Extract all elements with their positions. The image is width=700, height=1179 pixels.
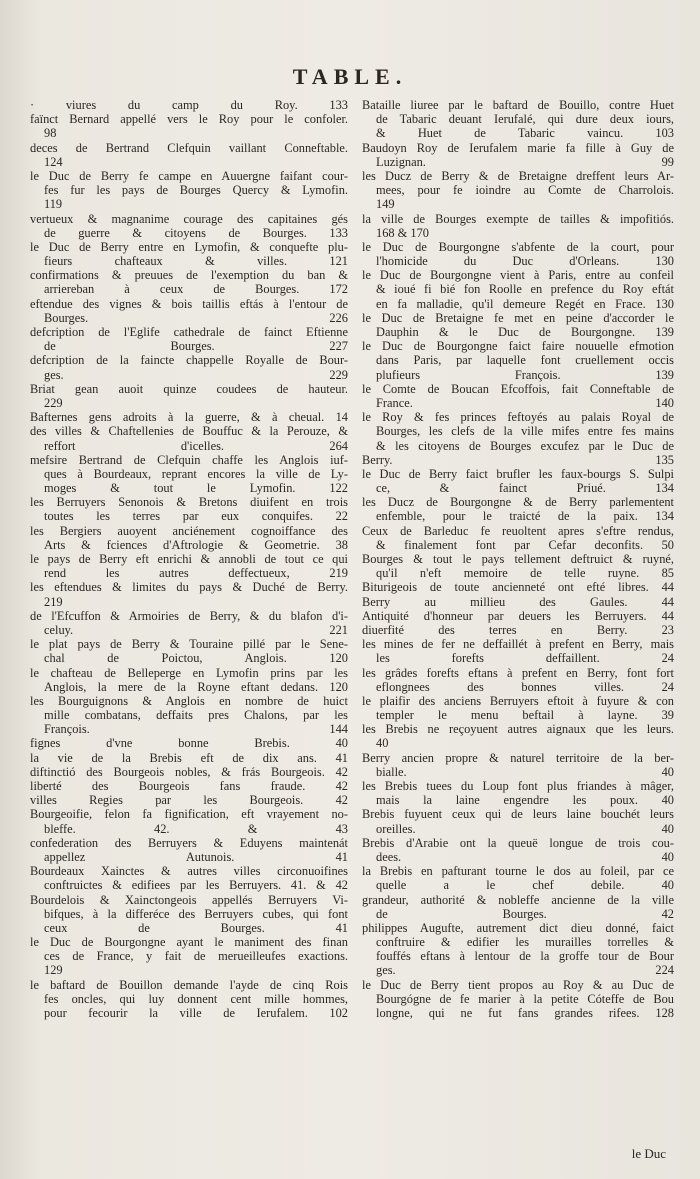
index-line: les Bourguignons & Anglois en nombre de huict xyxy=(30,693,348,708)
index-line: 119 xyxy=(44,197,63,212)
index-line: le Duc de Berry fe campe en Auuergne faifant cour- xyxy=(30,168,348,183)
index-line: de Tabaric deuant Ierufalé, qui dure deux iours, xyxy=(376,112,674,127)
index-line: 149 xyxy=(376,197,395,212)
index-line: Bourgógne de fe marier à la petite Cóteffe de Bou xyxy=(376,991,674,1006)
index-line: la vie de la Brebis eft de dix ans. 41 xyxy=(30,750,348,765)
index-line: le Duc de Bourgongne faict faire nouuelle efmotion xyxy=(362,339,674,354)
index-line: France. 140 xyxy=(376,395,674,410)
index-line: le chafteau de Belleperge en Lymofin prins par les xyxy=(30,665,348,680)
index-line: & finalement font par Cefar deconfits. 50 xyxy=(376,537,674,552)
index-line: 129 xyxy=(44,963,63,978)
index-line: pour fecourir la ville de Ierufalem. 102 xyxy=(44,1006,348,1020)
index-line: enfemble, pour le traicté de la paix. 134 xyxy=(376,509,674,524)
index-line: fignes d'vne bonne Brebis. 40 xyxy=(30,736,348,751)
index-line: Brebis fuyuent ceux qui de leurs laine bouchét leurs xyxy=(362,807,674,822)
index-line: conftruire & edifier les murailles torrelles & xyxy=(376,935,674,950)
index-line: deces de Bertrand Clefquin vaillant Conneftable. xyxy=(30,140,348,155)
index-line: les Bergiers auoyent anciénement cognoiffance des xyxy=(30,523,348,538)
index-line: & les citoyens de Bourges excufez par le Duc de xyxy=(376,438,674,453)
index-line: de Bourges. 227 xyxy=(44,339,348,354)
index-line: les eftendues & limites du pays & Duché de Berry. xyxy=(30,580,348,595)
index-line: templer le menu beftail à layne. 39 xyxy=(376,708,674,723)
index-line: philippes Augufte, autrement dict dieu donné, faict xyxy=(362,920,674,935)
index-line: fes fur les pays de Bourges Quercy & Lymofin. xyxy=(44,183,348,198)
index-line: les Ducz de Bourgongne & de Berry parlementent xyxy=(362,495,674,510)
index-line: mees, pour fe ioindre au Comte de Charrolois. xyxy=(376,183,674,198)
index-line: le pays de Berry eft enrichi & annobli de tout ce qui xyxy=(30,552,348,566)
index-line: chal de Poictou, Anglois. 120 xyxy=(44,651,348,666)
index-line: Berry. 135 xyxy=(362,452,674,467)
index-line: Biturigeois de toute ancienneté ont efté libres. 44 xyxy=(362,580,674,595)
index-line: celuy. 221 xyxy=(44,622,348,637)
index-line: les mines de fer ne deffaillét à prefent en Berry, mais xyxy=(362,637,674,652)
index-line: ges. 229 xyxy=(44,367,348,382)
index-line: qu'il n'eft memoire de telle ruyne. 85 xyxy=(376,566,674,581)
index-line: arriereban à ceux de Bourges. 172 xyxy=(44,282,348,297)
index-line: Luzignan. 99 xyxy=(376,154,674,169)
index-line: Antiquité d'honneur par deuers les Berruyers. 44 xyxy=(362,608,674,623)
index-line: eflongnees des bonnes villes. 24 xyxy=(376,679,674,694)
index-line: mille combatans, deffaits pres Chalons, par les xyxy=(44,708,348,723)
index-line: fieurs chafteaux & villes. 121 xyxy=(44,254,348,269)
right-column xyxy=(362,98,674,1020)
index-line: rend les autres deffectueux, 219 xyxy=(44,566,348,581)
index-line: de l'Efcuffon & Armoiries de Berry, & du blafon d'i- xyxy=(30,608,348,623)
index-line: reffort d'icelles. 264 xyxy=(44,438,348,453)
index-line: en fa malladie, qu'il demeure Regét en Frace. 130 xyxy=(376,296,674,311)
index-line: de Bourges. 42 xyxy=(376,906,674,921)
index-line: plufieurs François. 139 xyxy=(376,367,674,382)
index-line: le plaifir des anciens Berruyers eftoit à fuyure & con xyxy=(362,693,674,708)
index-line: & ioué fi bié fon Roolle en prefence du Roy eftát xyxy=(376,282,674,297)
index-line: le Duc de Bourgongne ayant le maniment des finan xyxy=(30,935,348,950)
index-line: oreilles. 40 xyxy=(376,821,674,836)
index-line: ceux de Bourges. 41 xyxy=(44,920,348,935)
index-line: des villes & Chaftellenies de Bouffuc & la Perouze, & xyxy=(30,424,348,439)
index-line: Bataille liuree par le baftard de Bouillo, contre Huet xyxy=(362,98,674,112)
index-line: confirmations & preuues de l'exemption du ban & xyxy=(30,268,348,283)
index-line: 229 xyxy=(44,395,63,410)
index-line: Bourges, les clefs de la ville mifes entre fes mains xyxy=(376,424,674,439)
index-line: de guerre & citoyens de Bourges. 133 xyxy=(44,225,348,240)
index-line: le Comte de Boucan Efcoffois, fait Conneftable de xyxy=(362,381,674,396)
index-line: le Duc de Bourgongne s'abfente de la court, pour xyxy=(362,239,674,254)
index-line: villes Regies par les Bourgeois. 42 xyxy=(30,793,348,808)
index-line: Bourdelois & Xainctongeois appellés Berruyers Vi- xyxy=(30,892,348,907)
page-title: TABLE. xyxy=(292,64,408,89)
index-line: le Duc de Berry faict brufler les faux-bourgs S. Sulpi xyxy=(362,466,674,481)
index-line: Baudoyn Roy de Ierufalem marie fa fille à Guy de xyxy=(362,140,674,155)
index-line: Ceux de Barleduc fe reuoltent apres s'eftre rendus, xyxy=(362,523,674,538)
index-line: Dauphin & le Duc de Bourgongne. 139 xyxy=(376,325,674,339)
index-line: liberté des Bourgeois fans fraude. 42 xyxy=(30,779,348,793)
index-line: toutes les terres par eux conquifes. 22 xyxy=(44,509,348,524)
index-line: Bourgeoifie, felon fa fignification, eft vrayement no- xyxy=(30,807,348,822)
index-line: · viures du camp du Roy. 133 xyxy=(30,98,348,112)
index-line: les Berruyers Senonois & Bretons diuifent en trois xyxy=(30,495,348,510)
index-line: moges & tout le Lymofin. 122 xyxy=(44,481,348,496)
index-line: ges. 224 xyxy=(376,963,674,978)
index-line: 219 xyxy=(44,594,63,609)
index-line: la Brebis en pafturant tourne le dos au foleil, par ce xyxy=(362,864,674,879)
index-line: Anglois, la mere de la Royne eftant dedans. 120 xyxy=(44,679,348,694)
index-line: bialle. 40 xyxy=(376,764,674,779)
index-line: les grâdes forefts eftans à prefent en Berry, font fort xyxy=(362,665,674,680)
index-line: ces de France, y fait de merueilleufes exactions. xyxy=(44,949,348,964)
index-line: les Ducz de Berry & de Bretaigne dreffent leurs Ar- xyxy=(362,168,674,183)
index-line: Bourdeaux Xainctes & autres villes circonuoifines xyxy=(30,864,348,879)
index-line: & Huet de Tabaric vaincu. 103 xyxy=(376,126,674,141)
index-line: Berry au millieu des Gaules. 44 xyxy=(362,594,674,609)
index-line: Bourges. 226 xyxy=(44,310,348,325)
index-line: François. 144 xyxy=(44,722,348,737)
index-line: diftinctió des Bourgeois nobles, & frás Bourgeois. 42 xyxy=(30,764,348,779)
index-line: Arts & fciences d'Aftrologie & Geometrie. 38 xyxy=(44,537,348,552)
index-line: Berry ancien propre & naturel territoire de la ber- xyxy=(362,750,674,765)
index-line: quelle a le chef debile. 40 xyxy=(376,878,674,893)
index-line: fes oncles, qui luy donnent cent mille hommes, xyxy=(44,991,348,1006)
index-line: 40 xyxy=(376,736,389,751)
index-line: le Duc de Berry entre en Lymofin, & conquefte plu- xyxy=(30,239,348,254)
index-line: le plat pays de Berry & Touraine pillé par le Sene- xyxy=(30,637,348,652)
index-line: conftruictes & edifiees par les Berruyers. 41. & 42 xyxy=(44,878,348,893)
index-line: Brebis d'Arabie ont la queuë longue de trois cou- xyxy=(362,835,674,850)
index-line: defcription de l'Eglife cathedrale de fainct Eftienne xyxy=(30,325,348,339)
index-line: le Duc de Berry tient propos au Roy & au Duc de xyxy=(362,977,674,992)
index-line: eftendue des vignes & bois taillis eftás à l'entour de xyxy=(30,296,348,311)
index-line: vertueux & magnanime courage des capitaines gés xyxy=(30,211,348,226)
index-line: Briat gean auoit quinze coudees de hauteur. xyxy=(30,381,348,396)
left-column xyxy=(30,98,348,1020)
index-line: dees. 40 xyxy=(376,849,674,864)
index-line: defcription de la faincte chappelle Royalle de Bour- xyxy=(30,353,348,368)
index-line: les forefts deffaillent. 24 xyxy=(376,651,674,666)
index-line: mais la laine engendre les poux. 40 xyxy=(376,793,674,808)
index-line: grandeur, authorité & nobleffe ancienne de la ville xyxy=(362,892,674,907)
index-line: bifques, à la differéce des Berruyers cubes, qui font xyxy=(44,906,348,921)
index-line: dans Paris, par laquelle font cruellement occis xyxy=(376,353,674,368)
catchword: le Duc xyxy=(631,1146,666,1161)
index-line: les Brebis ne reçoyuent autres aignaux que les leurs. xyxy=(362,722,674,737)
index-line: confederation des Berruyers & Eduyens maintenát xyxy=(30,835,348,850)
index-line: faïnct Bernard appellé vers le Roy pour le confoler. xyxy=(30,112,348,127)
index-line: mefsire Bertrand de Clefquin chaffe les Anglois iuf- xyxy=(30,452,348,467)
index-line: bleffe. 42. & 43 xyxy=(44,821,348,836)
index-line: Bafternes gens adroits à la guerre, & à cheual. 14 xyxy=(30,410,348,425)
index-line: le Duc de Bretaigne fe met en peine d'accorder le xyxy=(362,310,674,325)
index-line: 168 & 170 xyxy=(376,225,430,240)
index-line: fouffés eftans à lentour de la groffe tour de Bour xyxy=(376,949,674,964)
index-line: ce, & fainct Priué. 134 xyxy=(376,481,674,496)
index-line: ques à Bourdeaux, reprant encores la ville de Ly- xyxy=(44,466,348,481)
index-line: la ville de Bourges exempte de tailles & impofitiós. xyxy=(362,211,674,226)
index-line: Bourges & tout le pays tellement deftruict & ruyné, xyxy=(362,552,674,566)
index-line: diuerfité des terres en Berry. 23 xyxy=(362,622,674,637)
index-line: l'homicide du Duc d'Orleans. 130 xyxy=(376,254,674,269)
index-line: le baftard de Bouillon demande l'ayde de cinq Rois xyxy=(30,977,348,992)
index-line: le Roy & fes princes feftoyés au palais Royal de xyxy=(362,410,674,425)
index-line: les Brebis tuees du Loup font plus friandes à mâger, xyxy=(362,779,674,793)
index-line: appellez Autunois. 41 xyxy=(44,849,348,864)
index-line: le Duc de Bourgongne vient à Paris, entre au confeil xyxy=(362,268,674,283)
index-line: 124 xyxy=(44,154,63,169)
index-line: longne, qui ne fut fans grandes rifees. 128 xyxy=(376,1006,674,1020)
index-line: 98 xyxy=(44,126,57,141)
